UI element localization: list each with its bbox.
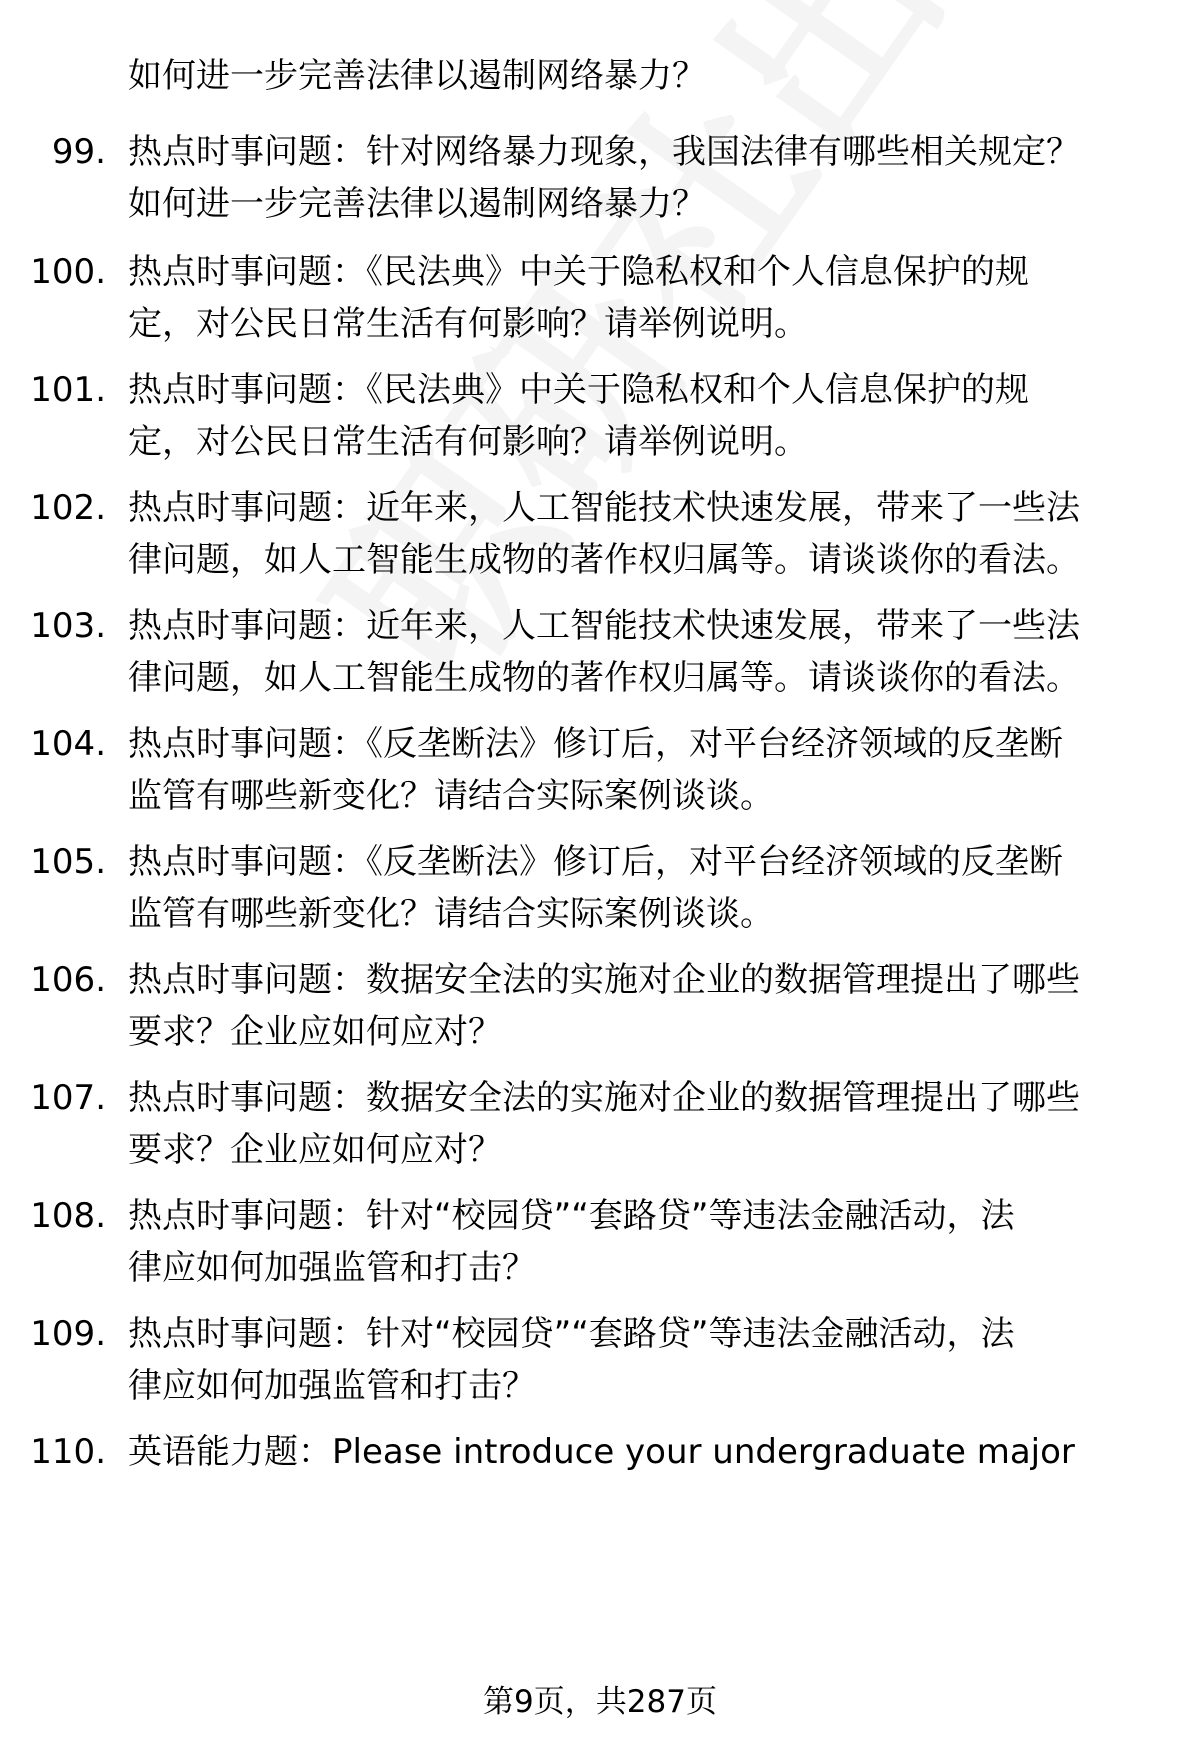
question-text (128, 1192, 1138, 1292)
question-number: 100. (30, 252, 106, 292)
question-number: 107. (30, 1078, 106, 1118)
question-number: 108. (30, 1196, 106, 1236)
question-text (128, 248, 1138, 348)
question-line: 定，对公民日常生活有何影响？请举例说明。 (128, 304, 808, 344)
question-number: 110. (30, 1432, 106, 1472)
question-line: 定，对公民日常生活有何影响？请举例说明。 (128, 422, 808, 462)
question-line: 热点时事问题：近年来，人工智能技术快速发展，带来了一些法 (128, 488, 1080, 528)
question-line: 热点时事问题：针对“校园贷”“套路贷”等违法金融活动，法 (128, 1314, 1015, 1354)
question-number: 102. (30, 488, 106, 528)
question-number: 104. (30, 724, 106, 764)
question-line: 热点时事问题：数据安全法的实施对企业的数据管理提出了哪些 (128, 1078, 1080, 1118)
question-text (128, 956, 1138, 1056)
question-line: 热点时事问题：针对“校园贷”“套路贷”等违法金融活动，法 (128, 1196, 1015, 1236)
question-number: 99. (51, 132, 106, 172)
question-line: 热点时事问题：《反垄断法》修订后，对平台经济领域的反垄断 (128, 842, 1063, 882)
question-line: 热点时事问题：数据安全法的实施对企业的数据管理提出了哪些 (128, 960, 1080, 1000)
question-line: 要求？企业应如何应对？ (128, 1012, 502, 1052)
question-number: 101. (30, 370, 106, 410)
question-text (128, 1428, 1138, 1476)
carryover-question-line: 如何进一步完善法律以遏制网络暴力？ (128, 56, 706, 96)
question-line: 监管有哪些新变化？请结合实际案例谈谈。 (128, 894, 774, 934)
question-line: 监管有哪些新变化？请结合实际案例谈谈。 (128, 776, 774, 816)
question-text (128, 1074, 1138, 1174)
question-line: 如何进一步完善法律以遏制网络暴力？ (128, 184, 706, 224)
question-line: 律问题，如人工智能生成物的著作权归属等。请谈谈你的看法。 (128, 540, 1080, 580)
question-text (128, 128, 1138, 228)
question-line: 热点时事问题：针对网络暴力现象，我国法律有哪些相关规定？ (128, 132, 1080, 172)
question-text (128, 838, 1138, 938)
question-line: 律应如何加强监管和打击？ (128, 1366, 536, 1406)
question-text (128, 366, 1138, 466)
question-line: 英语能力题：Please introduce your undergraduate major (128, 1432, 1075, 1472)
question-number: 103. (30, 606, 106, 646)
question-text (128, 602, 1138, 702)
question-line: 热点时事问题：近年来，人工智能技术快速发展，带来了一些法 (128, 606, 1080, 646)
question-line: 律问题，如人工智能生成物的著作权归属等。请谈谈你的看法。 (128, 658, 1080, 698)
question-text (128, 720, 1138, 820)
question-number: 109. (30, 1314, 106, 1354)
question-number: 105. (30, 842, 106, 882)
question-line: 律应如何加强监管和打击？ (128, 1248, 536, 1288)
question-number: 106. (30, 960, 106, 1000)
page-footer: 第9页，共287页 (483, 1684, 717, 1720)
question-line: 热点时事问题：《反垄断法》修订后，对平台经济领域的反垄断 (128, 724, 1063, 764)
question-text (128, 484, 1138, 584)
question-line: 热点时事问题：《民法典》中关于隐私权和个人信息保护的规 (128, 370, 1029, 410)
question-line: 热点时事问题：《民法典》中关于隐私权和个人信息保护的规 (128, 252, 1029, 292)
question-line: 要求？企业应如何应对？ (128, 1130, 502, 1170)
question-text (128, 1310, 1138, 1410)
